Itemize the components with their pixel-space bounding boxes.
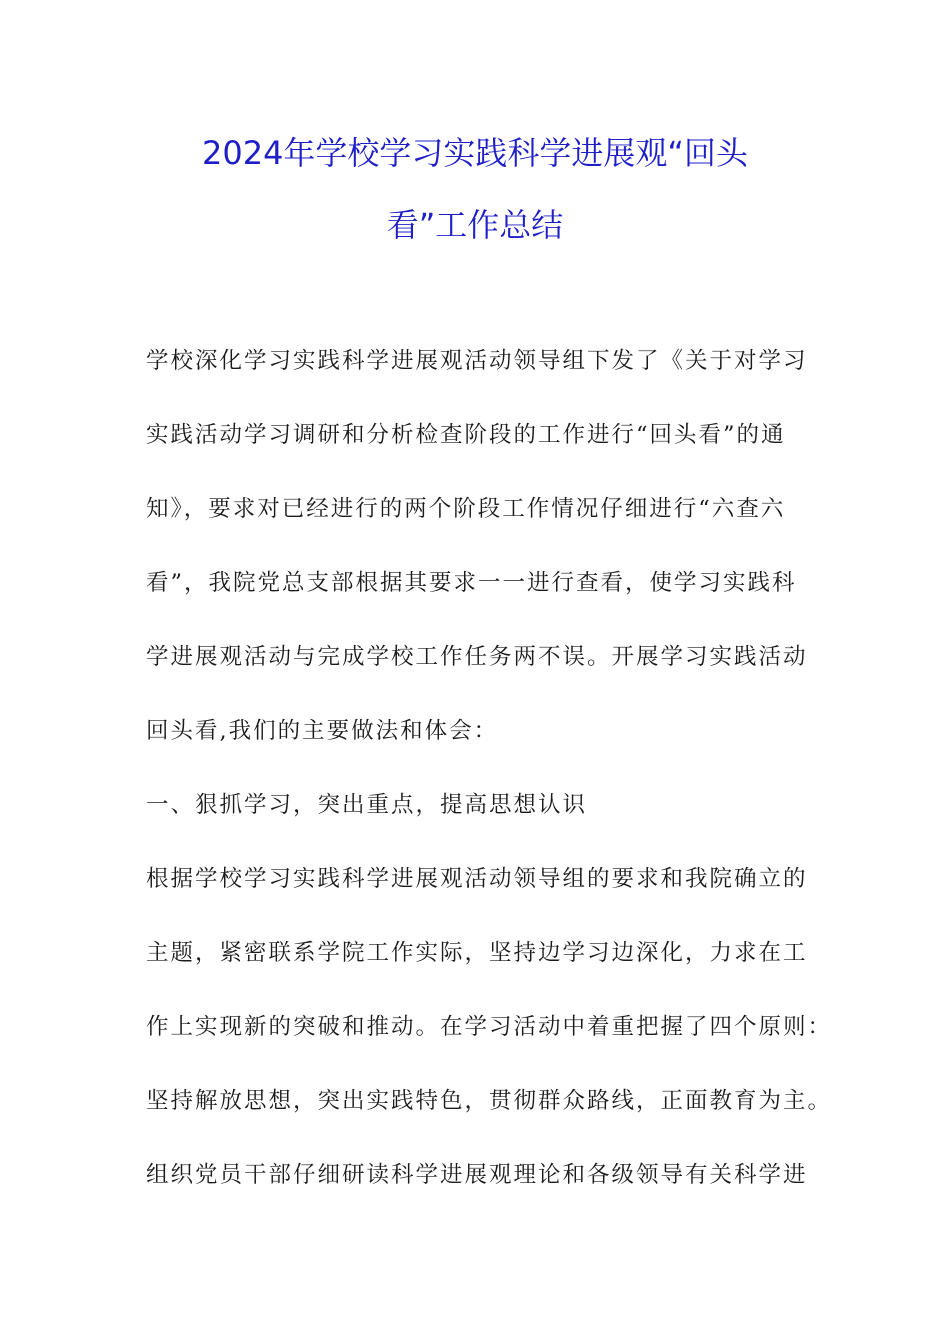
paragraph-line: 主题，紧密联系学院工作实际，坚持边学习边深化，力求在工 [146,940,808,966]
paragraph-line: 看”，我院党总支部根据其要求一一进行查看，使学习实践科 [146,570,797,596]
document-title-line-2: 看”工作总结 [386,206,564,244]
paragraph-line: 根据学校学习实践科学进展观活动领导组的要求和我院确立的 [146,866,808,892]
paragraph-line: 作上实现新的突破和推动。在学习活动中着重把握了四个原则： [146,1014,833,1040]
document-title-line-1: 2024年学校学习实践科学进展观“回头 [201,134,749,172]
paragraph-line: 学校深化学习实践科学进展观活动领导组下发了《关于对学习 [146,348,808,374]
paragraph-line: 学进展观活动与完成学校工作任务两不误。开展学习实践活动 [146,644,808,670]
paragraph-line: 组织党员干部仔细研读科学进展观理论和各级领导有关科学进 [146,1162,808,1188]
paragraph-line: 实践活动学习调研和分析检查阶段的工作进行“回头看”的通 [146,422,786,448]
paragraph-line: 知》，要求对已经进行的两个阶段工作情况仔细进行“六查六 [146,496,786,522]
paragraph-line: 回头看,我们的主要做法和体会： [146,718,499,744]
paragraph-line: 坚持解放思想，突出实践特色，贯彻群众路线，正面教育为主。 [146,1088,833,1114]
section-heading: 一、狠抓学习，突出重点，提高思想认识 [146,792,588,818]
